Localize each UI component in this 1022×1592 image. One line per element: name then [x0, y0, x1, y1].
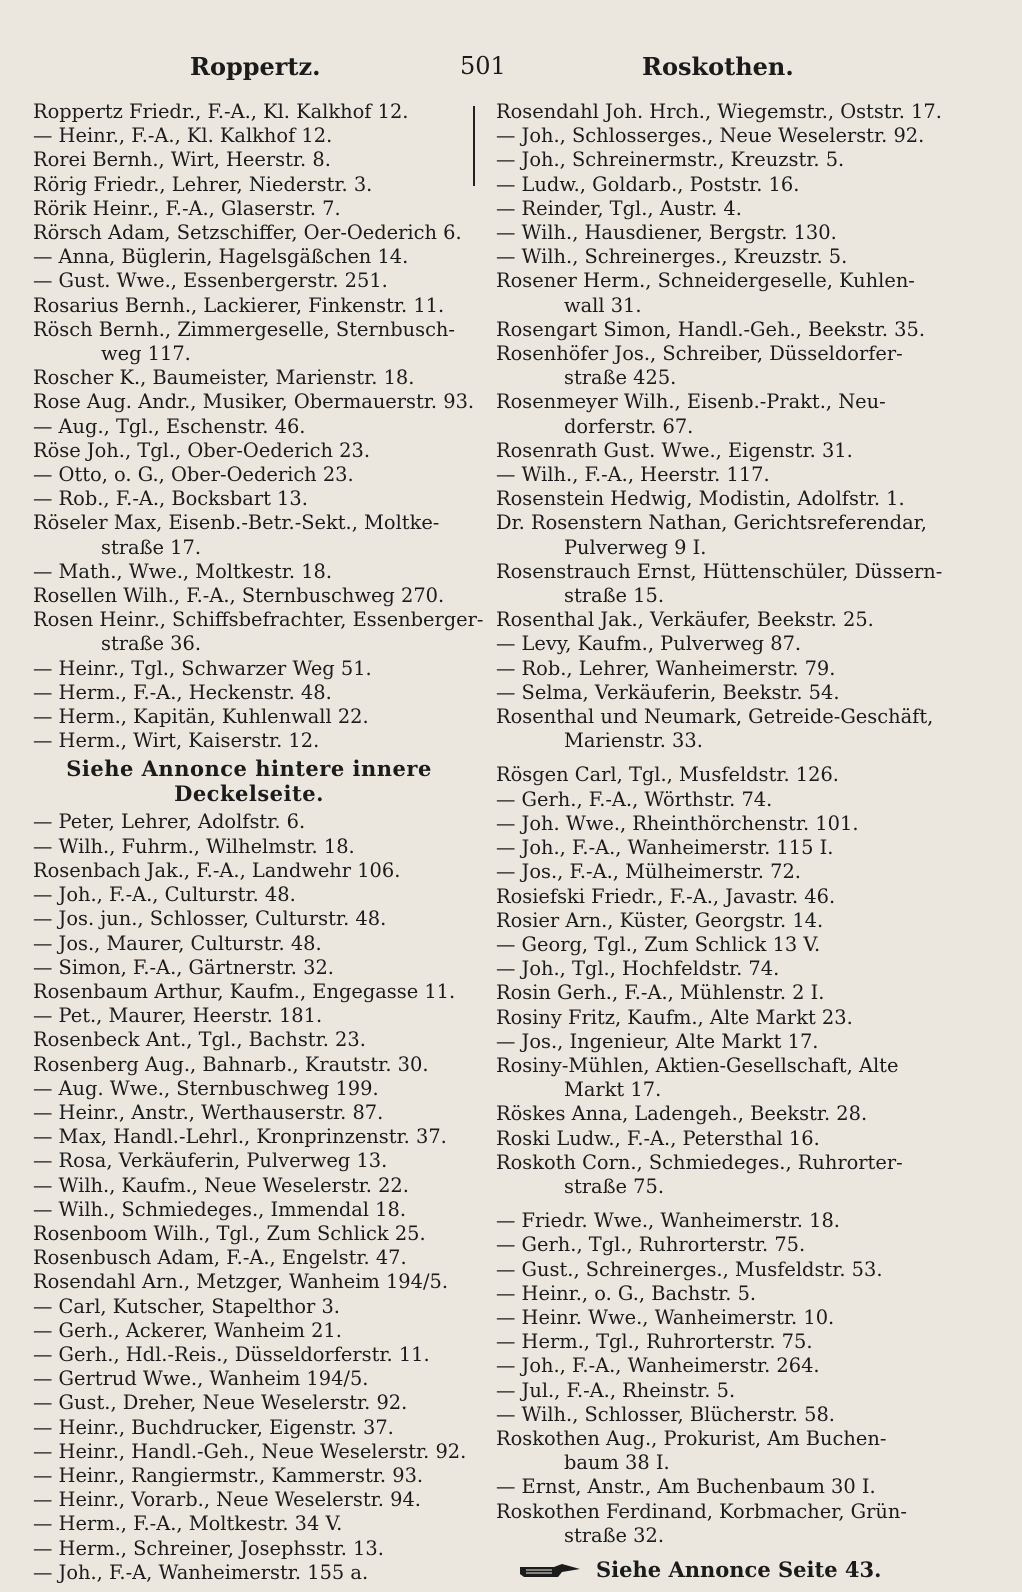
directory-entry: [33, 1537, 465, 1561]
entry-line: Rösch Bernh., Zimmergeselle, Sternbusch-: [33, 317, 455, 341]
entry-line: Rosenstein Hedwig, Modistin, Adolfstr. 1.: [496, 487, 905, 511]
entry-line: — Joh., F.-A., Wanheimerstr. 264.: [496, 1354, 820, 1378]
entry-line: Rosin Gerh., F.-A., Mühlenstr. 2 I.: [496, 981, 825, 1005]
entry-line: — Jos., Maurer, Culturstr. 48.: [33, 931, 322, 955]
directory-entry: [33, 1464, 465, 1488]
directory-entry: [33, 1343, 465, 1367]
directory-entry: [496, 957, 928, 981]
directory-entry: [496, 1054, 928, 1102]
directory-entry: [33, 148, 465, 172]
directory-entry: [33, 1270, 465, 1294]
entry-line: — Peter, Lehrer, Adolfstr. 6.: [33, 810, 306, 834]
entry-line: Röseler Max, Eisenb.-Betr.-Sekt., Moltke-: [33, 511, 440, 535]
directory-entry: [33, 511, 465, 559]
entry-line: Deckelseite.: [174, 781, 324, 807]
directory-entry: [496, 197, 928, 221]
directory-entry: [496, 221, 928, 245]
directory-entry: [33, 173, 465, 197]
entry-line: Markt 17.: [564, 1078, 662, 1102]
directory-entry: [33, 1295, 465, 1319]
directory-entry: [496, 885, 928, 909]
directory-entry: [33, 1440, 465, 1464]
directory-entry: [496, 1403, 928, 1427]
entry-line: Rösgen Carl, Tgl., Musfeldstr. 126.: [496, 763, 839, 787]
entry-line: — Herm., F.-A., Moltkestr. 34 V.: [33, 1512, 343, 1536]
entry-line: — Heinr., Anstr., Werthauserstr. 87.: [33, 1100, 384, 1124]
directory-entry: [33, 584, 465, 608]
entry-line: — Joh., Schlosserges., Neue Weselerstr. 92.: [496, 124, 925, 148]
directory-entry: [33, 1222, 465, 1246]
directory-entry: [33, 1367, 465, 1391]
entry-line: Rosengart Simon, Handl.-Geh., Beekstr. 35.: [496, 317, 925, 341]
directory-entry: [496, 1500, 928, 1548]
entry-line: straße 36.: [101, 632, 202, 656]
entry-line: Rosendahl Arn., Metzger, Wanheim 194/5.: [33, 1270, 449, 1294]
directory-entry: [33, 1512, 465, 1536]
directory-entry: [33, 1004, 465, 1028]
entry-line: — Joh., F.-A., Wanheimerstr. 115 I.: [496, 836, 834, 860]
entry-line: Rosenthal Jak., Verkäufer, Beekstr. 25.: [496, 608, 874, 632]
directory-entry: [33, 366, 465, 390]
entry-line: wall 31.: [564, 293, 642, 317]
directory-entry: [33, 1125, 465, 1149]
entry-line: Rorei Bernh., Wirt, Heerstr. 8.: [33, 148, 331, 172]
page-number: 501: [460, 52, 506, 80]
entry-line: Rörsch Adam, Setzschiffer, Oer-Oederich 6.: [33, 221, 462, 245]
entry-line: — Aug., Tgl., Eschenstr. 46.: [33, 414, 306, 438]
entry-line: — Heinr. Wwe., Wanheimerstr. 10.: [496, 1305, 835, 1329]
entry-line: weg 117.: [101, 342, 191, 366]
directory-entry: [496, 1330, 928, 1354]
directory-entry: [33, 980, 465, 1004]
directory-entry: [496, 763, 928, 787]
section-gap: [496, 1199, 928, 1209]
entry-line: — Math., Wwe., Moltkestr. 18.: [33, 559, 333, 583]
entry-line: — Joh. Wwe., Rheinthörchenstr. 101.: [496, 811, 859, 835]
entry-line: Rosellen Wilh., F.-A., Sternbuschweg 270.: [33, 584, 445, 608]
directory-entry: [33, 657, 465, 681]
directory-entry: [496, 1475, 928, 1499]
entry-line: — Gerh., Ackerer, Wanheim 21.: [33, 1318, 342, 1342]
directory-entry: [33, 1174, 465, 1198]
directory-entry: [496, 1102, 928, 1126]
entry-line: — Wilh., Hausdiener, Bergstr. 130.: [496, 221, 837, 245]
entry-line: Rosener Herm., Schneidergeselle, Kuhlen-: [496, 269, 915, 293]
directory-entry: [33, 859, 465, 883]
entry-line: — Joh., F.-A., Culturstr. 48.: [33, 883, 296, 907]
section-gap: [496, 753, 928, 763]
entry-line: Rosenbeck Ant., Tgl., Bachstr. 23.: [33, 1028, 366, 1052]
directory-entry: [496, 318, 928, 342]
directory-entry: [33, 197, 465, 221]
directory-entry: [496, 148, 928, 172]
directory-entry: [33, 390, 475, 414]
entry-line: Rosiny-Mühlen, Aktien-Gesellschaft, Alte: [496, 1053, 899, 1077]
entry-line: — Anna, Büglerin, Hagelsgäßchen 14.: [33, 245, 409, 269]
entry-line: Roppertz Friedr., F.-A., Kl. Kalkhof 12.: [33, 100, 409, 123]
entry-line: straße 17.: [101, 535, 202, 559]
entry-line: — Heinr., o. G., Bachstr. 5.: [496, 1281, 757, 1305]
directory-entry: [33, 439, 465, 463]
entry-line: straße 425.: [564, 366, 677, 390]
entry-line: Rosenmeyer Wilh., Eisenb.-Prakt., Neu-: [496, 390, 886, 414]
entry-line: dorferstr. 67.: [564, 414, 694, 438]
directory-entry: [496, 1127, 928, 1151]
entry-line: Pulverweg 9 I.: [564, 535, 707, 559]
entry-line: — Wilh., Kaufm., Neue Weselerstr. 22.: [33, 1173, 409, 1197]
entry-line: Rosiny Fritz, Kaufm., Alte Markt 23.: [496, 1005, 853, 1029]
directory-entry: [33, 294, 465, 318]
directory-entry: [496, 981, 928, 1005]
directory-entry: [33, 729, 465, 753]
directory-entry: [33, 907, 465, 931]
entry-line: — Georg, Tgl., Zum Schlick 13 V.: [496, 932, 821, 956]
entry-line: Roski Ludw., F.-A., Petersthal 16.: [496, 1126, 820, 1150]
entry-line: — Ludw., Goldarb., Poststr. 16.: [496, 172, 800, 196]
directory-entry: [496, 788, 928, 812]
entry-line: Röskes Anna, Ladengeh., Beekstr. 28.: [496, 1102, 868, 1126]
directory-entry: [496, 1282, 928, 1306]
entry-line: Rörik Heinr., F.-A., Glaserstr. 7.: [33, 196, 341, 220]
directory-entry: [496, 124, 928, 148]
entry-line: Siehe Annonce Seite 43.: [596, 1556, 882, 1582]
directory-entry: [33, 1149, 465, 1173]
directory-entry: [496, 933, 928, 957]
entry-line: — Gust. Wwe., Essenbergerstr. 251.: [33, 269, 388, 293]
entry-line: Rosenbach Jak., F.-A., Landwehr 106.: [33, 858, 401, 882]
entry-line: — Wilh., F.-A., Heerstr. 117.: [496, 463, 770, 487]
entry-line: — Wilh., Schreinerges., Kreuzstr. 5.: [496, 245, 848, 269]
entry-line: Rosendahl Joh. Hrch., Wiegemstr., Oststr. 17.: [496, 100, 942, 123]
directory-entry: [496, 632, 928, 656]
entry-line: Roscher K., Baumeister, Marienstr. 18.: [33, 366, 415, 390]
directory-entry: [33, 269, 465, 293]
header-right-keyword: Roskothen.: [642, 52, 794, 81]
directory-entry: [33, 681, 465, 705]
directory-entry: [496, 1151, 928, 1199]
entry-line: — Reinder, Tgl., Austr. 4.: [496, 196, 742, 220]
left-column: [33, 100, 484, 1585]
entry-line: Rosier Arn., Küster, Georgstr. 14.: [496, 908, 824, 932]
entry-line: — Heinr., F.-A., Kl. Kalkhof 12.: [33, 124, 333, 148]
entry-line: — Jul., F.-A., Rheinstr. 5.: [496, 1378, 736, 1402]
directory-entry: [33, 810, 465, 834]
directory-entry: [496, 559, 943, 608]
entry-line: Roskoth Corn., Schmiedeges., Ruhrorter-: [496, 1150, 903, 1174]
directory-entry: [496, 860, 928, 884]
directory-entry: [33, 705, 465, 729]
directory-entry: [496, 245, 928, 269]
directory-entry: [33, 608, 484, 656]
directory-entry: [496, 173, 928, 197]
directory-entry: [33, 1101, 465, 1125]
directory-entry: [33, 560, 465, 584]
header-left-keyword: Roppertz.: [190, 52, 321, 81]
directory-entry: [496, 390, 928, 438]
entry-line: — Wilh., Schmiedeges., Immendal 18.: [33, 1197, 407, 1221]
entry-line: Rosenhöfer Jos., Schreiber, Düsseldorfer-: [496, 342, 903, 366]
entry-line: — Otto, o. G., Ober-Oederich 23.: [33, 463, 354, 487]
directory-entry: [33, 1198, 465, 1222]
directory-entry: [33, 415, 465, 439]
directory-entry: [33, 1246, 465, 1270]
directory-entry: [33, 1416, 465, 1440]
entry-line: — Simon, F.-A., Gärtnerstr. 32.: [33, 955, 334, 979]
entry-line: — Herm., Wirt, Kaiserstr. 12.: [33, 729, 320, 753]
directory-entry: [496, 681, 928, 705]
directory-entry: [496, 812, 928, 836]
advertisement-notice: [33, 756, 465, 806]
advertisement-notice: [496, 1558, 928, 1582]
directory-entry: [496, 439, 928, 463]
entry-line: — Ernst, Anstr., Am Buchenbaum 30 I.: [496, 1475, 876, 1499]
entry-line: — Gerh., F.-A., Wörthstr. 74.: [496, 787, 773, 811]
directory-entry: [33, 1319, 465, 1343]
directory-entry: [496, 511, 928, 559]
entry-line: Rosenbusch Adam, F.-A., Engelstr. 47.: [33, 1246, 407, 1270]
entry-line: — Wilh., Schlosser, Blücherstr. 58.: [496, 1402, 835, 1426]
directory-entry: [496, 909, 928, 933]
entry-line: Rosen Heinr., Schiffsbefrachter, Essenberger-: [33, 608, 484, 632]
entry-line: — Gust., Dreher, Neue Weselerstr. 92.: [33, 1391, 408, 1415]
directory-entry: [33, 1077, 465, 1101]
directory-entry: [33, 956, 465, 980]
entry-line: — Joh., Tgl., Hochfeldstr. 74.: [496, 957, 780, 981]
entry-line: — Heinr., Handl.-Geh., Neue Weselerstr. 92.: [33, 1439, 467, 1463]
directory-entry: [496, 100, 942, 124]
entry-line: Roskothen Aug., Prokurist, Am Buchen-: [496, 1426, 887, 1450]
entry-line: Marienstr. 33.: [564, 729, 703, 753]
entry-line: — Herm., Schreiner, Josephsstr. 13.: [33, 1536, 384, 1560]
directory-entry: [496, 836, 928, 860]
directory-entry: [496, 1233, 928, 1257]
directory-entry: [496, 705, 934, 753]
column-divider: [473, 106, 475, 186]
entry-line: — Aug. Wwe., Sternbuschweg 199.: [33, 1076, 379, 1100]
entry-line: — Gust., Schreinerges., Musfeldstr. 53.: [496, 1257, 883, 1281]
entry-line: Rosenberg Aug., Bahnarb., Krautstr. 30.: [33, 1052, 429, 1076]
directory-entry: [33, 1028, 465, 1052]
directory-entry: [33, 124, 465, 148]
entry-line: — Selma, Verkäuferin, Beekstr. 54.: [496, 680, 840, 704]
directory-entry: [33, 463, 465, 487]
directory-entry: [33, 932, 465, 956]
right-column: [496, 100, 943, 1582]
entry-line: — Jos. jun., Schlosser, Culturstr. 48.: [33, 907, 387, 931]
entry-line: — Jos., F.-A., Mülheimerstr. 72.: [496, 860, 801, 884]
entry-line: — Heinr., Buchdrucker, Eigenstr. 37.: [33, 1415, 394, 1439]
directory-entry: [33, 1561, 465, 1585]
entry-line: — Rosa, Verkäuferin, Pulverweg 13.: [33, 1149, 388, 1173]
entry-line: Rosenthal und Neumark, Getreide-Geschäft,: [496, 705, 934, 729]
directory-entry: [496, 487, 928, 511]
entry-line: — Herm., Tgl., Ruhrorterstr. 75.: [496, 1330, 813, 1354]
directory-entry: [33, 487, 465, 511]
entry-line: Rosenbaum Arthur, Kaufm., Engegasse 11.: [33, 979, 456, 1003]
entry-line: Dr. Rosenstern Nathan, Gerichtsreferendar,: [496, 511, 927, 535]
entry-line: Rosenboom Wilh., Tgl., Zum Schlick 25.: [33, 1221, 426, 1245]
entry-line: Rosarius Bernh., Lackierer, Finkenstr. 11.: [33, 293, 445, 317]
directory-entry: [33, 318, 465, 366]
directory-entry: [33, 221, 465, 245]
entry-line: — Herm., F.-A., Heckenstr. 48.: [33, 680, 332, 704]
entry-line: — Heinr., Rangiermstr., Kammerstr. 93.: [33, 1463, 424, 1487]
entry-line: — Herm., Kapitän, Kuhlenwall 22.: [33, 705, 369, 729]
directory-entry: [496, 1258, 928, 1282]
entry-line: Rosenrath Gust. Wwe., Eigenstr. 31.: [496, 438, 853, 462]
directory-entry: [496, 1354, 928, 1378]
directory-entry: [496, 1030, 928, 1054]
entry-line: — Levy, Kaufm., Pulverweg 87.: [496, 632, 802, 656]
directory-entry: [496, 1209, 928, 1233]
entry-line: — Gertrud Wwe., Wanheim 194/5.: [33, 1367, 369, 1391]
entry-line: straße 32.: [564, 1523, 665, 1547]
entry-line: straße 75.: [564, 1174, 665, 1198]
directory-entry: [33, 245, 465, 269]
entry-line: — Wilh., Fuhrm., Wilhelmstr. 18.: [33, 834, 355, 858]
entry-line: — Heinr., Vorarb., Neue Weselerstr. 94.: [33, 1488, 421, 1512]
entry-line: — Joh., F.-A, Wanheimerstr. 155 a.: [33, 1560, 369, 1584]
entry-line: — Carl, Kutscher, Stapelthor 3.: [33, 1294, 340, 1318]
directory-entry: [33, 1053, 465, 1077]
entry-line: Siehe Annonce hintere innere: [66, 756, 432, 782]
page-header: [0, 52, 1022, 92]
entry-line: — Jos., Ingenieur, Alte Markt 17.: [496, 1029, 819, 1053]
entry-line: — Max, Handl.-Lehrl., Kronprinzenstr. 37.: [33, 1125, 447, 1149]
entry-line: Röse Joh., Tgl., Ober-Oederich 23.: [33, 438, 371, 462]
directory-entry: [33, 883, 465, 907]
entry-line: — Heinr., Tgl., Schwarzer Weg 51.: [33, 656, 372, 680]
entry-line: — Gerh., Hdl.-Reis., Düsseldorferstr. 11.: [33, 1342, 430, 1366]
entry-line: Rörig Friedr., Lehrer, Niederstr. 3.: [33, 172, 373, 196]
directory-entry: [496, 463, 928, 487]
pointing-hand-icon: [518, 1563, 582, 1579]
directory-entry: [496, 657, 928, 681]
entry-line: Rosiefski Friedr., F.-A., Javastr. 46.: [496, 884, 836, 908]
entry-line: Rose Aug. Andr., Musiker, Obermauerstr. 93.: [33, 390, 475, 414]
entry-line: — Gerh., Tgl., Ruhrorterstr. 75.: [496, 1233, 806, 1257]
directory-entry: [496, 1306, 928, 1330]
directory-entry: [496, 269, 928, 317]
entry-line: Roskothen Ferdinand, Korbmacher, Grün-: [496, 1499, 907, 1523]
entry-line: Rosenstrauch Ernst, Hüttenschüler, Düssern-: [496, 559, 943, 583]
directory-entry: [496, 1379, 928, 1403]
directory-entry: [496, 1006, 928, 1030]
directory-entry: [496, 608, 928, 632]
entry-line: — Joh., Schreinermstr., Kreuzstr. 5.: [496, 148, 845, 172]
entry-line: straße 15.: [564, 584, 665, 608]
directory-entry: [33, 835, 465, 859]
entry-line: — Pet., Maurer, Heerstr. 181.: [33, 1004, 323, 1028]
directory-entry: [496, 342, 928, 390]
entry-line: baum 38 I.: [564, 1451, 670, 1475]
entry-line: — Rob., F.-A., Bocksbart 13.: [33, 487, 308, 511]
entry-line: — Rob., Lehrer, Wanheimerstr. 79.: [496, 656, 836, 680]
directory-entry: [33, 1391, 465, 1415]
directory-entry: [33, 100, 465, 124]
directory-entry: [33, 1488, 465, 1512]
directory-entry: [496, 1427, 928, 1475]
entry-line: — Friedr. Wwe., Wanheimerstr. 18.: [496, 1209, 840, 1233]
